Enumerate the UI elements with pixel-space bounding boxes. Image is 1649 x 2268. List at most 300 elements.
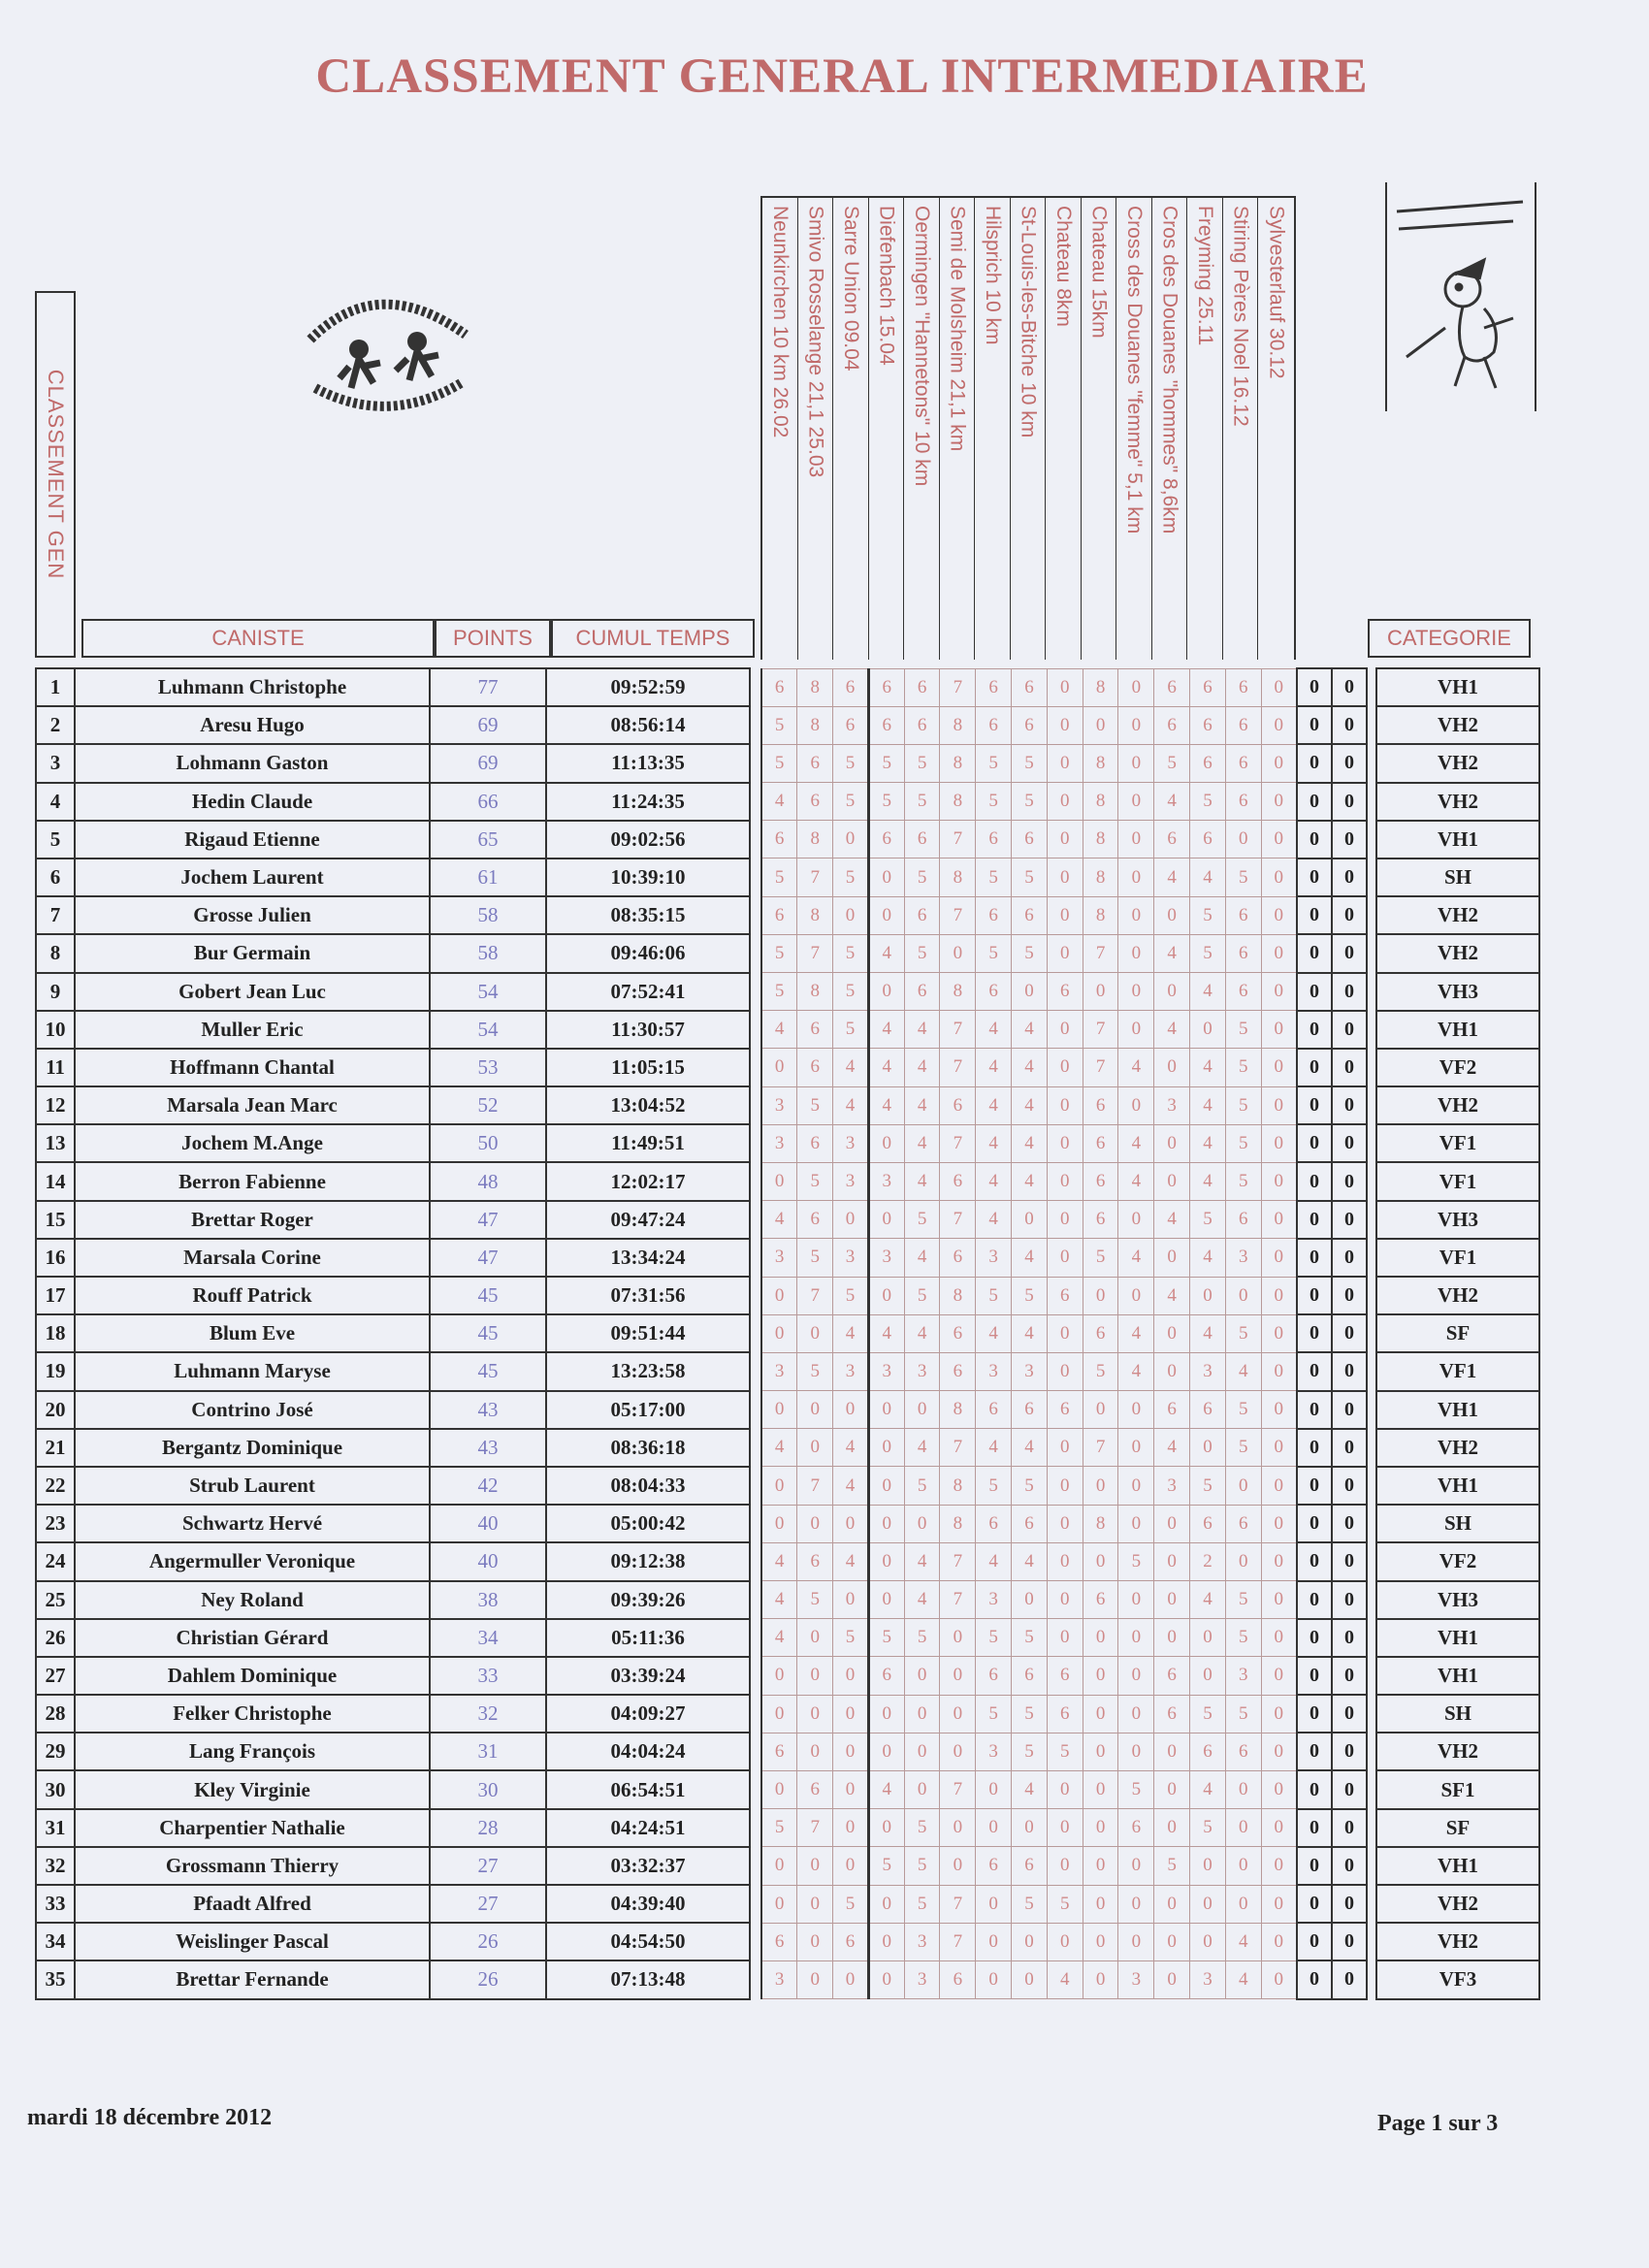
score-cell: 6 — [797, 1201, 833, 1239]
score-cell: 0 — [940, 1657, 976, 1695]
score-cell: 0 — [1261, 1885, 1297, 1923]
header-cumul-temps: CUMUL TEMPS — [551, 619, 755, 658]
score-cell: 8 — [940, 973, 976, 1011]
spacer-cell — [750, 1770, 761, 1808]
score-cell: 4 — [833, 1314, 869, 1352]
points-cell: 58 — [430, 934, 546, 972]
score-cell: 4 — [1190, 973, 1226, 1011]
score-cell: 0 — [1154, 1352, 1190, 1390]
score-cell: 0 — [1332, 973, 1367, 1011]
score-cell: 0 — [868, 1429, 904, 1467]
score-cell: 0 — [797, 1847, 833, 1885]
score-cell: 4 — [1154, 783, 1190, 821]
score-cell: 0 — [1083, 1733, 1118, 1770]
score-cell: 0 — [1047, 744, 1083, 782]
score-cell: 0 — [1083, 1847, 1118, 1885]
score-cell: 0 — [868, 1277, 904, 1314]
score-cell: 0 — [1297, 1467, 1332, 1505]
name-cell: Bergantz Dominique — [75, 1429, 430, 1467]
time-cell: 08:35:15 — [546, 896, 750, 934]
points-cell: 40 — [430, 1505, 546, 1542]
spacer-cell — [750, 1277, 761, 1314]
race-header-label: Sarre Union 09.04 — [839, 206, 862, 372]
score-cell: 6 — [1083, 1201, 1118, 1239]
points-cell: 33 — [430, 1657, 546, 1695]
score-cell: 4 — [1190, 1314, 1226, 1352]
rank-cell: 3 — [36, 744, 75, 782]
score-cell: 6 — [1154, 1695, 1190, 1733]
score-cell: 0 — [833, 1391, 869, 1429]
time-cell: 08:56:14 — [546, 706, 750, 744]
score-cell: 0 — [1154, 1960, 1190, 1998]
score-cell: 6 — [1190, 1391, 1226, 1429]
score-cell: 6 — [797, 1049, 833, 1086]
score-cell: 6 — [1225, 1505, 1261, 1542]
score-cell: 5 — [797, 1239, 833, 1277]
score-cell: 0 — [1047, 1581, 1083, 1619]
score-cell: 0 — [1261, 821, 1297, 859]
score-cell: 4 — [761, 1619, 797, 1657]
score-cell: 5 — [904, 1847, 940, 1885]
points-cell: 26 — [430, 1923, 546, 1960]
score-cell: 4 — [904, 1239, 940, 1277]
race-header-label: Sylvesterlauf 30.12 — [1265, 206, 1288, 379]
category-cell: VH1 — [1376, 1847, 1539, 1885]
score-cell: 6 — [868, 668, 904, 706]
score-cell: 0 — [1332, 1733, 1367, 1770]
score-cell: 5 — [1012, 1619, 1048, 1657]
score-cell: 0 — [940, 1695, 976, 1733]
score-cell: 4 — [761, 783, 797, 821]
table-row — [36, 1201, 1539, 1239]
spacer-cell — [750, 1352, 761, 1390]
score-cell: 0 — [904, 1695, 940, 1733]
score-cell: 0 — [868, 1505, 904, 1542]
score-cell: 0 — [797, 1657, 833, 1695]
score-cell: 0 — [976, 1960, 1012, 1998]
score-cell: 7 — [940, 1770, 976, 1808]
score-cell: 3 — [868, 1239, 904, 1277]
score-cell: 0 — [1297, 1542, 1332, 1580]
category-cell: VF1 — [1376, 1162, 1539, 1200]
table-row — [36, 1923, 1539, 1960]
time-cell: 11:49:51 — [546, 1124, 750, 1162]
score-cell: 5 — [1190, 896, 1226, 934]
spacer-cell — [1367, 1733, 1376, 1770]
score-cell: 0 — [1154, 1314, 1190, 1352]
score-cell: 6 — [1012, 1505, 1048, 1542]
spacer-cell — [1367, 1542, 1376, 1580]
score-cell: 0 — [868, 1542, 904, 1580]
score-cell: 0 — [1297, 1086, 1332, 1124]
score-cell: 0 — [1332, 1162, 1367, 1200]
score-cell: 5 — [833, 973, 869, 1011]
name-cell: Angermuller Veronique — [75, 1542, 430, 1580]
score-cell: 0 — [1083, 1277, 1118, 1314]
score-cell: 6 — [976, 1847, 1012, 1885]
score-cell: 4 — [1154, 1429, 1190, 1467]
points-cell: 30 — [430, 1770, 546, 1808]
score-cell: 0 — [1047, 859, 1083, 896]
score-cell: 0 — [1332, 1429, 1367, 1467]
score-cell: 6 — [1083, 1086, 1118, 1124]
score-cell: 0 — [1297, 1695, 1332, 1733]
score-cell: 4 — [976, 1314, 1012, 1352]
score-cell: 5 — [1190, 1809, 1226, 1847]
name-cell: Kley Virginie — [75, 1770, 430, 1808]
score-cell: 4 — [904, 1124, 940, 1162]
score-cell: 0 — [1261, 1314, 1297, 1352]
score-cell: 6 — [1225, 706, 1261, 744]
table-row — [36, 1770, 1539, 1808]
score-cell: 4 — [976, 1201, 1012, 1239]
score-cell: 6 — [797, 783, 833, 821]
time-cell: 11:13:35 — [546, 744, 750, 782]
score-cell: 0 — [1261, 1201, 1297, 1239]
score-cell: 0 — [1047, 821, 1083, 859]
score-cell: 8 — [797, 668, 833, 706]
score-cell: 5 — [1012, 1467, 1048, 1505]
score-cell: 5 — [904, 1277, 940, 1314]
side-label: CLASSEMENT GEN — [44, 369, 68, 580]
score-cell: 0 — [797, 1960, 833, 1998]
score-cell: 0 — [761, 1847, 797, 1885]
score-cell: 0 — [1154, 1923, 1190, 1960]
score-cell: 4 — [1047, 1960, 1083, 1998]
score-cell: 0 — [1118, 896, 1154, 934]
score-cell: 5 — [833, 1277, 869, 1314]
score-cell: 0 — [1261, 1352, 1297, 1390]
score-cell: 5 — [1012, 783, 1048, 821]
score-cell: 0 — [1332, 1619, 1367, 1657]
page-title: CLASSEMENT GENERAL INTERMEDIAIRE — [315, 49, 1369, 104]
score-cell: 4 — [868, 1086, 904, 1124]
rank-cell: 28 — [36, 1695, 75, 1733]
table-row — [36, 1124, 1539, 1162]
table-row — [36, 1011, 1539, 1049]
table-row — [36, 1695, 1539, 1733]
score-cell: 0 — [1332, 1960, 1367, 1998]
score-cell: 5 — [904, 1201, 940, 1239]
score-cell: 5 — [1118, 1770, 1154, 1808]
score-cell: 4 — [976, 1429, 1012, 1467]
time-cell: 07:52:41 — [546, 973, 750, 1011]
points-cell: 38 — [430, 1581, 546, 1619]
score-cell: 6 — [940, 1239, 976, 1277]
score-cell: 4 — [904, 1429, 940, 1467]
score-cell: 0 — [1261, 934, 1297, 972]
category-cell: SF — [1376, 1809, 1539, 1847]
score-cell: 6 — [1047, 1695, 1083, 1733]
score-cell: 0 — [1083, 1695, 1118, 1733]
score-cell: 0 — [976, 1770, 1012, 1808]
score-cell: 0 — [1261, 1770, 1297, 1808]
score-cell: 7 — [940, 668, 976, 706]
score-cell: 0 — [1297, 1733, 1332, 1770]
score-cell: 0 — [761, 1314, 797, 1352]
score-cell: 5 — [833, 783, 869, 821]
score-cell: 0 — [797, 1391, 833, 1429]
score-cell: 0 — [1118, 668, 1154, 706]
score-cell: 0 — [1261, 896, 1297, 934]
score-cell: 0 — [1047, 1619, 1083, 1657]
score-cell: 0 — [1297, 1770, 1332, 1808]
score-cell: 0 — [1225, 821, 1261, 859]
score-cell: 0 — [976, 1885, 1012, 1923]
score-cell: 0 — [1083, 1619, 1118, 1657]
score-cell: 3 — [761, 1960, 797, 1998]
score-cell: 6 — [1190, 706, 1226, 744]
score-cell: 0 — [1012, 1581, 1048, 1619]
time-cell: 09:02:56 — [546, 821, 750, 859]
score-cell: 0 — [833, 1960, 869, 1998]
rank-cell: 35 — [36, 1960, 75, 1998]
score-cell: 6 — [976, 1657, 1012, 1695]
rank-cell: 16 — [36, 1239, 75, 1277]
points-cell: 65 — [430, 821, 546, 859]
score-cell: 6 — [1083, 1581, 1118, 1619]
score-cell: 0 — [797, 1733, 833, 1770]
points-cell: 34 — [430, 1619, 546, 1657]
score-cell: 0 — [1083, 1809, 1118, 1847]
spacer-cell — [750, 744, 761, 782]
score-cell: 7 — [1083, 1011, 1118, 1049]
score-cell: 0 — [833, 1809, 869, 1847]
score-cell: 0 — [1261, 1239, 1297, 1277]
rank-cell: 34 — [36, 1923, 75, 1960]
spacer-cell — [750, 1581, 761, 1619]
score-cell: 0 — [1332, 744, 1367, 782]
score-cell: 0 — [1154, 1162, 1190, 1200]
name-cell: Rigaud Etienne — [75, 821, 430, 859]
table-row — [36, 1352, 1539, 1390]
score-cell: 6 — [1083, 1314, 1118, 1352]
score-cell: 7 — [940, 1581, 976, 1619]
score-cell: 0 — [761, 1391, 797, 1429]
category-cell: VH2 — [1376, 783, 1539, 821]
race-header — [904, 198, 940, 660]
points-cell: 40 — [430, 1542, 546, 1580]
score-cell: 6 — [1154, 1657, 1190, 1695]
score-cell: 0 — [1083, 706, 1118, 744]
category-cell: SF — [1376, 1314, 1539, 1352]
points-cell: 54 — [430, 1011, 546, 1049]
score-cell: 5 — [1012, 1695, 1048, 1733]
score-cell: 6 — [1225, 1733, 1261, 1770]
score-cell: 0 — [1297, 1049, 1332, 1086]
score-cell: 0 — [1332, 1809, 1367, 1847]
score-cell: 4 — [1012, 1770, 1048, 1808]
time-cell: 09:12:38 — [546, 1542, 750, 1580]
spacer-cell — [1367, 1049, 1376, 1086]
table-row — [36, 706, 1539, 744]
spacer-cell — [1367, 1201, 1376, 1239]
score-cell: 0 — [1012, 1809, 1048, 1847]
score-cell: 4 — [761, 1429, 797, 1467]
score-cell: 0 — [868, 1733, 904, 1770]
score-cell: 8 — [1083, 821, 1118, 859]
score-cell: 0 — [1297, 783, 1332, 821]
score-cell: 4 — [868, 1011, 904, 1049]
score-cell: 0 — [797, 1923, 833, 1960]
score-cell: 0 — [1012, 1201, 1048, 1239]
score-cell: 6 — [1012, 1847, 1048, 1885]
score-cell: 0 — [1083, 1657, 1118, 1695]
score-cell: 5 — [797, 1581, 833, 1619]
time-cell: 12:02:17 — [546, 1162, 750, 1200]
score-cell: 3 — [833, 1162, 869, 1200]
points-cell: 77 — [430, 668, 546, 706]
score-cell: 0 — [1118, 1885, 1154, 1923]
score-cell: 5 — [1225, 1162, 1261, 1200]
score-cell: 0 — [868, 859, 904, 896]
race-header — [1011, 198, 1047, 660]
score-cell: 5 — [1012, 934, 1048, 972]
race-header-label: Neunkirchen 10 km 26.02 — [768, 206, 792, 438]
score-cell: 6 — [1012, 821, 1048, 859]
score-cell: 0 — [1047, 1352, 1083, 1390]
score-cell: 0 — [761, 1505, 797, 1542]
category-cell: VH2 — [1376, 1429, 1539, 1467]
score-cell: 0 — [1154, 1770, 1190, 1808]
points-cell: 43 — [430, 1429, 546, 1467]
score-cell: 0 — [1154, 1733, 1190, 1770]
name-cell: Marsala Jean Marc — [75, 1086, 430, 1124]
spacer-cell — [750, 706, 761, 744]
race-header — [833, 198, 869, 660]
score-cell: 6 — [833, 1923, 869, 1960]
score-cell: 6 — [1012, 1657, 1048, 1695]
spacer-cell — [1367, 1162, 1376, 1200]
points-cell: 26 — [430, 1960, 546, 1998]
score-cell: 6 — [940, 1086, 976, 1124]
score-cell: 0 — [1047, 1239, 1083, 1277]
points-cell: 42 — [430, 1467, 546, 1505]
category-cell: VF2 — [1376, 1049, 1539, 1086]
score-cell: 0 — [1261, 668, 1297, 706]
time-cell: 05:17:00 — [546, 1391, 750, 1429]
score-cell: 8 — [1083, 859, 1118, 896]
score-cell: 0 — [940, 1809, 976, 1847]
score-cell: 7 — [940, 1429, 976, 1467]
spacer-cell — [1367, 744, 1376, 782]
score-cell: 4 — [1012, 1239, 1048, 1277]
table-row — [36, 896, 1539, 934]
score-cell: 0 — [1261, 706, 1297, 744]
points-cell: 53 — [430, 1049, 546, 1086]
rank-cell: 7 — [36, 896, 75, 934]
score-cell: 5 — [797, 1086, 833, 1124]
race-header-label: Hilsprich 10 km — [981, 206, 1004, 345]
score-cell: 8 — [1083, 896, 1118, 934]
score-cell: 3 — [761, 1352, 797, 1390]
score-cell: 0 — [940, 934, 976, 972]
rank-cell: 17 — [36, 1277, 75, 1314]
score-cell: 0 — [1225, 1277, 1261, 1314]
score-cell: 0 — [1332, 859, 1367, 896]
name-cell: Gobert Jean Luc — [75, 973, 430, 1011]
score-cell: 0 — [1297, 1011, 1332, 1049]
score-cell: 3 — [904, 1923, 940, 1960]
category-cell: VH1 — [1376, 1657, 1539, 1695]
spacer-cell — [1367, 1467, 1376, 1505]
score-cell: 0 — [797, 1314, 833, 1352]
score-cell: 0 — [868, 1201, 904, 1239]
score-cell: 0 — [940, 1847, 976, 1885]
score-cell: 4 — [833, 1467, 869, 1505]
spacer-cell — [1367, 1923, 1376, 1960]
score-cell: 0 — [833, 1201, 869, 1239]
score-cell: 5 — [1225, 1619, 1261, 1657]
points-cell: 54 — [430, 973, 546, 1011]
score-cell: 0 — [1332, 1542, 1367, 1580]
name-cell: Charpentier Nathalie — [75, 1809, 430, 1847]
name-cell: Bur Germain — [75, 934, 430, 972]
score-cell: 4 — [1190, 1049, 1226, 1086]
rank-cell: 33 — [36, 1885, 75, 1923]
score-cell: 0 — [1332, 934, 1367, 972]
name-cell: Jochem Laurent — [75, 859, 430, 896]
score-cell: 0 — [1154, 973, 1190, 1011]
score-cell: 5 — [1047, 1733, 1083, 1770]
footer-page: Page 1 sur 3 — [1377, 2111, 1499, 2136]
score-cell: 0 — [1118, 973, 1154, 1011]
score-cell: 0 — [1332, 1352, 1367, 1390]
name-cell: Jochem M.Ange — [75, 1124, 430, 1162]
score-cell: 0 — [1261, 783, 1297, 821]
score-cell: 6 — [940, 1314, 976, 1352]
score-cell: 0 — [797, 1505, 833, 1542]
score-cell: 4 — [1012, 1011, 1048, 1049]
table-row — [36, 1657, 1539, 1695]
category-cell: SH — [1376, 859, 1539, 896]
score-cell: 0 — [1225, 1770, 1261, 1808]
runner-logo-icon — [310, 305, 466, 406]
race-header — [1082, 198, 1117, 660]
score-cell: 3 — [976, 1581, 1012, 1619]
spacer-cell — [750, 1314, 761, 1352]
name-cell: Berron Fabienne — [75, 1162, 430, 1200]
score-cell: 0 — [1083, 973, 1118, 1011]
score-cell: 0 — [1047, 1505, 1083, 1542]
score-cell: 0 — [1118, 706, 1154, 744]
score-cell: 0 — [1332, 1049, 1367, 1086]
score-cell: 0 — [1118, 934, 1154, 972]
score-cell: 0 — [797, 1429, 833, 1467]
points-cell: 50 — [430, 1124, 546, 1162]
score-cell: 3 — [1154, 1467, 1190, 1505]
spacer-cell — [750, 1505, 761, 1542]
score-cell: 4 — [976, 1542, 1012, 1580]
spacer-cell — [750, 973, 761, 1011]
score-cell: 3 — [1225, 1239, 1261, 1277]
score-cell: 3 — [833, 1239, 869, 1277]
score-cell: 4 — [904, 1314, 940, 1352]
score-cell: 8 — [940, 1277, 976, 1314]
score-cell: 5 — [976, 1619, 1012, 1657]
score-cell: 0 — [1297, 706, 1332, 744]
score-cell: 5 — [1154, 744, 1190, 782]
score-cell: 0 — [1118, 1695, 1154, 1733]
race-header-label: Cros des Douanes "hommes" 8,6km — [1158, 206, 1181, 535]
score-cell: 0 — [1225, 1885, 1261, 1923]
score-cell: 0 — [1261, 1847, 1297, 1885]
score-cell: 6 — [1190, 1505, 1226, 1542]
score-cell: 0 — [1332, 1505, 1367, 1542]
table-row — [36, 1885, 1539, 1923]
score-cell: 4 — [833, 1049, 869, 1086]
spacer-cell — [1367, 1505, 1376, 1542]
